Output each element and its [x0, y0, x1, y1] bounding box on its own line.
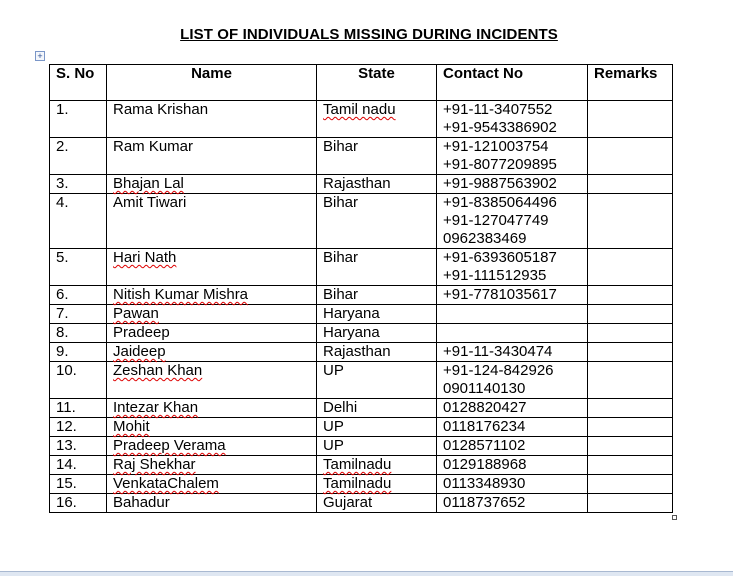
cell-contact	[437, 286, 588, 305]
cell-remarks	[588, 138, 673, 175]
cell-sno: 2.	[50, 138, 107, 175]
cell-contact	[437, 437, 588, 456]
cell-contact	[437, 494, 588, 513]
header-state: State	[317, 65, 437, 101]
contact-number: 0129188968	[443, 456, 527, 473]
cell-contact	[437, 343, 588, 362]
cell-remarks	[588, 343, 673, 362]
cell-sno: 13.	[50, 437, 107, 456]
cell-state: Gujarat	[317, 494, 437, 513]
table-row	[50, 286, 673, 305]
cell-state: Delhi	[317, 399, 437, 418]
cell-name: Bhajan Lal	[107, 175, 317, 194]
contact-number: +91-6393605187	[443, 249, 557, 266]
cell-sno: 12.	[50, 418, 107, 437]
table-row	[50, 324, 673, 343]
missing-persons-table	[49, 64, 673, 513]
cell-state: Tamilnadu	[317, 456, 437, 475]
cell-sno: 5.	[50, 249, 107, 286]
contact-number: 0128571102	[443, 437, 526, 454]
header-contact: Contact No	[437, 65, 588, 101]
cell-contact	[437, 101, 588, 138]
table-row	[50, 343, 673, 362]
cell-remarks	[588, 324, 673, 343]
table-row	[50, 138, 673, 175]
cell-name: Hari Nath	[107, 249, 317, 286]
contact-number: +91-121003754	[443, 138, 549, 155]
cell-name: Pawan	[107, 305, 317, 324]
cell-contact	[437, 475, 588, 494]
cell-name: Pradeep	[107, 324, 317, 343]
table-row	[50, 475, 673, 494]
cell-remarks	[588, 101, 673, 138]
cell-sno: 1.	[50, 101, 107, 138]
cell-remarks	[588, 249, 673, 286]
table-row	[50, 437, 673, 456]
cell-name: Pradeep Verama	[107, 437, 317, 456]
cell-name: Ram Kumar	[107, 138, 317, 175]
cell-state: Rajasthan	[317, 343, 437, 362]
cell-remarks	[588, 475, 673, 494]
contact-number: +91-9887563902	[443, 175, 557, 192]
table-row	[50, 362, 673, 399]
cell-sno: 7.	[50, 305, 107, 324]
cell-remarks	[588, 418, 673, 437]
contact-number: +91-8077209895	[443, 156, 557, 173]
cell-remarks	[588, 286, 673, 305]
cell-name: Rama Krishan	[107, 101, 317, 138]
table-row	[50, 194, 673, 249]
cell-sno: 4.	[50, 194, 107, 249]
cell-contact	[437, 305, 588, 324]
cell-state: Tamil nadu	[317, 101, 437, 138]
table-row	[50, 456, 673, 475]
cell-name: VenkataChalem	[107, 475, 317, 494]
contact-number: +91-7781035617	[443, 286, 557, 303]
cell-state: Bihar	[317, 194, 437, 249]
table-move-icon[interactable]: +	[35, 51, 45, 61]
contact-number: +91-127047749	[443, 212, 549, 229]
table-row	[50, 101, 673, 138]
cell-remarks	[588, 456, 673, 475]
contact-number: 0113348930	[443, 475, 526, 492]
cell-contact	[437, 324, 588, 343]
window-bottom-border	[0, 571, 733, 576]
table-row	[50, 175, 673, 194]
cell-state: Haryana	[317, 305, 437, 324]
cell-contact	[437, 175, 588, 194]
cell-sno: 6.	[50, 286, 107, 305]
contact-number: +91-111512935	[443, 267, 547, 284]
cell-sno: 15.	[50, 475, 107, 494]
cell-sno: 8.	[50, 324, 107, 343]
contact-number: 0118737652	[443, 494, 526, 511]
cell-contact	[437, 138, 588, 175]
cell-state: Rajasthan	[317, 175, 437, 194]
contact-number: 0128820427	[443, 399, 527, 416]
contact-number: 0901140130	[443, 380, 526, 397]
cell-name: Jaideep	[107, 343, 317, 362]
contact-number: 0962383469	[443, 230, 527, 247]
cell-state: Bihar	[317, 138, 437, 175]
cell-state: Bihar	[317, 249, 437, 286]
contact-number: +91-11-3430474	[443, 343, 553, 360]
cell-contact	[437, 194, 588, 249]
cell-remarks	[588, 399, 673, 418]
header-remarks: Remarks	[588, 65, 673, 101]
cell-state: UP	[317, 437, 437, 456]
table-row	[50, 305, 673, 324]
cell-sno: 10.	[50, 362, 107, 399]
cell-state: Haryana	[317, 324, 437, 343]
contact-number: +91-124-842926	[443, 362, 554, 379]
cell-remarks	[588, 494, 673, 513]
contact-number: +91-11-3407552	[443, 101, 553, 118]
cell-sno: 11.	[50, 399, 107, 418]
cell-remarks	[588, 305, 673, 324]
cell-contact	[437, 418, 588, 437]
contact-number: +91-8385064496	[443, 194, 557, 211]
cell-remarks	[588, 175, 673, 194]
table-row	[50, 418, 673, 437]
cell-contact	[437, 362, 588, 399]
cell-sno: 14.	[50, 456, 107, 475]
table-header-row	[50, 65, 673, 101]
cell-state: UP	[317, 362, 437, 399]
cell-name: Intezar Khan	[107, 399, 317, 418]
cell-contact	[437, 456, 588, 475]
cell-name: Nitish Kumar Mishra	[107, 286, 317, 305]
table-row	[50, 494, 673, 513]
cell-name: Zeshan Khan	[107, 362, 317, 399]
cell-state: Tamilnadu	[317, 475, 437, 494]
cell-sno: 3.	[50, 175, 107, 194]
cell-contact	[437, 399, 588, 418]
cell-name: Raj Shekhar	[107, 456, 317, 475]
contact-number: 0118176234	[443, 418, 526, 435]
cell-state: UP	[317, 418, 437, 437]
header-name: Name	[107, 65, 317, 101]
contact-number: +91-9543386902	[443, 119, 557, 136]
cell-state: Bihar	[317, 286, 437, 305]
cell-remarks	[588, 437, 673, 456]
document-title: LIST OF INDIVIDUALS MISSING DURING INCIDENTS	[180, 26, 558, 43]
table-row	[50, 249, 673, 286]
cell-sno: 9.	[50, 343, 107, 362]
cell-name: Bahadur	[107, 494, 317, 513]
cell-contact	[437, 249, 588, 286]
cell-name: Mohit	[107, 418, 317, 437]
table-row	[50, 399, 673, 418]
cell-remarks	[588, 362, 673, 399]
header-sno: S. No	[50, 65, 107, 101]
cell-name: Amit Tiwari	[107, 194, 317, 249]
cell-sno: 16.	[50, 494, 107, 513]
table-resize-handle[interactable]	[672, 515, 677, 520]
cell-remarks	[588, 194, 673, 249]
